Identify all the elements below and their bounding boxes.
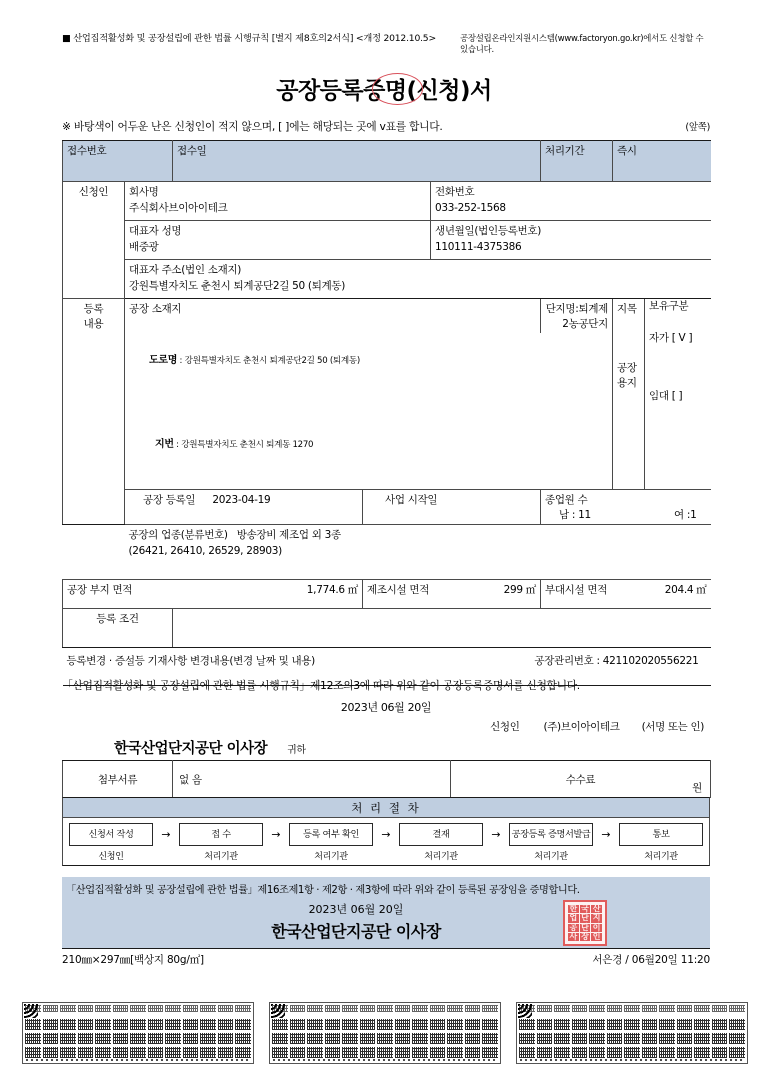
birth-number-value: 110111-4375386 <box>435 241 522 254</box>
official-seal-icon <box>563 900 607 946</box>
process-step-5-box[interactable]: 공장등록 증명서발급 <box>509 823 593 846</box>
process-step-4-actor: 처리기관 <box>424 852 458 862</box>
lot-address-label: 지번 <box>155 439 174 450</box>
employees-female: 여 :1 <box>674 509 697 521</box>
birth-number-label: 생년월일(법인등록번호) <box>435 225 542 237</box>
applicant-ceo-row <box>63 221 711 260</box>
registration-date-cell <box>125 490 363 525</box>
ownership-own: 자가 [ V ] <box>649 331 693 344</box>
ceo-address-value: 강원특별자치도 춘천시 퇴계공단2길 50 (퇴계동) <box>129 280 346 293</box>
page-side-marker: (앞쪽) <box>685 122 710 133</box>
road-address-label: 도로명 <box>149 355 178 366</box>
seal-glyph: 사 <box>569 931 578 941</box>
factory-location-label: 공장 소재지 <box>129 303 182 315</box>
online-system-notice: 공장설립온라인지원시스템(www.factoryon.go.kr)에서도 신청할 수 있습니다. <box>460 33 704 55</box>
legal-form-reference: ■ 산업집적활성화 및 공장설립에 관한 법률 시행규칙 [별지 제8호의2서식] <개정 2012.10.5> <box>62 33 436 44</box>
receipt-date-cell[interactable] <box>173 141 541 182</box>
page-footer <box>62 952 710 967</box>
site-area-cell <box>63 580 363 609</box>
registration-date-label: 공장 등록일 <box>143 494 196 506</box>
seal-glyph: 산 <box>592 904 601 914</box>
form-notice-text: ※ 바탕색이 어두운 난은 신청인이 적지 않으며, [ ]에는 해당되는 곳에 v표를 합니다. <box>62 120 443 133</box>
process-step-3-box[interactable]: 등록 여부 확인 <box>289 823 373 846</box>
process-step-2-actor: 처리기관 <box>204 852 238 862</box>
barcode-finder-icon <box>24 1004 38 1018</box>
seal-glyph: 인 <box>592 931 601 941</box>
manufacturing-area-value: 299 ㎡ <box>503 584 536 596</box>
seal-glyph: 단 <box>581 922 589 932</box>
statement-signature-note: (서명 또는 인) <box>641 721 704 733</box>
barcode-strip-group <box>22 1002 748 1064</box>
processing-period-label: 처리기간 <box>545 145 585 157</box>
process-step-1 <box>69 823 153 862</box>
registration-date-value: 2023-04-19 <box>212 494 271 506</box>
applicant-section-label: 신청인 <box>78 186 109 198</box>
process-step-2-box[interactable]: 접 수 <box>179 823 263 846</box>
employees-counts <box>545 507 707 522</box>
process-step-4 <box>399 823 483 862</box>
process-step-3-actor: 처리기관 <box>314 852 348 862</box>
seal-glyph: 공 <box>569 922 578 932</box>
process-arrow-4: → <box>491 828 501 841</box>
company-name-value: 주식회사브이아이테크 <box>129 202 228 215</box>
business-start-date-cell <box>363 490 541 525</box>
seal-glyph: 이 <box>592 922 601 932</box>
certification-block <box>62 877 710 949</box>
industry-line <box>129 527 707 542</box>
lot-address-cell <box>125 405 613 490</box>
ceo-address-label: 대표자 주소(법인 소재지) <box>129 264 242 276</box>
barcode-3 <box>516 1002 748 1064</box>
industry-cell <box>63 525 711 580</box>
auxiliary-area-cell <box>541 580 711 609</box>
factory-location-row <box>63 299 711 334</box>
fee-unit: 원 <box>692 782 702 794</box>
industry-value: 방송장비 제조업 외 3종 <box>236 529 341 541</box>
lot-address-value: 강원특별자치도 춘천시 퇴계동 1270 <box>181 440 314 450</box>
manufacturing-area-label: 제조시설 면적 <box>367 584 430 596</box>
barcode-1 <box>22 1002 254 1064</box>
receipt-row <box>63 141 711 182</box>
company-name-cell <box>125 182 431 221</box>
land-category-value: 공장용지 <box>617 362 637 389</box>
ceo-name-label: 대표자 성명 <box>129 225 182 237</box>
employees-male: 남 : 11 <box>559 509 591 521</box>
employees-cell <box>541 490 711 525</box>
ceo-name-cell <box>125 221 431 260</box>
manufacturing-area-cell <box>363 580 541 609</box>
issuance-stamp: 서은경 / 06월20일 11:20 <box>592 954 710 966</box>
ownership-header: 보유구분 <box>649 300 689 312</box>
statement-recipient: 한국산업단지공단 이사장 <box>114 741 268 757</box>
statement-recipient-line <box>62 737 710 758</box>
areas-row <box>63 580 711 609</box>
statement-date: 2023년 06월 20일 <box>340 701 432 714</box>
page-title <box>276 72 492 105</box>
company-name-label: 회사명 <box>129 186 159 198</box>
process-arrow-1: → <box>161 828 171 841</box>
applicant-section-label-cell <box>63 182 125 299</box>
application-statement <box>62 678 710 758</box>
auxiliary-area-value: 204.4 ㎡ <box>664 584 707 596</box>
registration-section-label-line1: 등록 <box>83 303 104 315</box>
phone-cell <box>431 182 711 221</box>
process-step-6-box[interactable]: 통보 <box>619 823 703 846</box>
registration-condition-label-cell <box>63 609 173 648</box>
process-band-title: 처 리 절 차 <box>62 797 710 818</box>
receipt-date-label: 접수일 <box>177 145 207 157</box>
registration-table <box>62 140 711 686</box>
process-arrow-5: → <box>601 828 611 841</box>
seal-glyph: 업 <box>569 913 578 923</box>
statement-legal-line: 「산업집적활성화 및 공장설립에 관한 법률 시행규칙」제12조의3에 따라 위와 같이 공장등록증명서를 신청합니다. <box>62 679 580 692</box>
page-title-text: 공장등록증명(신청)서 <box>276 78 492 104</box>
barcode-finder-icon <box>271 1004 285 1018</box>
road-address-cell <box>125 333 613 405</box>
phone-value: 033-252-1568 <box>435 202 506 215</box>
process-step-5-actor: 처리기관 <box>534 852 568 862</box>
process-arrow-3: → <box>381 828 391 841</box>
seal-glyph: 장 <box>581 931 589 941</box>
seal-glyph: 국 <box>581 904 589 914</box>
seal-glyph: 한 <box>569 904 578 914</box>
processing-period-label-cell <box>541 141 613 182</box>
paper-specification: 210㎜×297㎜[백상지 80g/㎡] <box>62 954 204 966</box>
road-address-value: 강원특별자치도 춘천시 퇴계공단2길 50 (퇴계동) <box>184 356 360 366</box>
process-flow <box>62 818 710 866</box>
registration-section-label-line2: 내용 <box>83 318 104 330</box>
industry-codes: (26421, 26410, 26529, 28903) <box>128 545 282 557</box>
registration-condition-row <box>63 609 711 648</box>
process-step-3 <box>289 823 373 862</box>
receipt-number-label: 접수번호 <box>67 145 107 157</box>
ceo-address-cell <box>125 260 711 299</box>
ceo-name-value: 배중광 <box>129 241 159 254</box>
land-category-header: 지목 <box>617 303 637 315</box>
auxiliary-area-label: 부대시설 면적 <box>545 584 608 596</box>
statement-applicant-label: 신청인 <box>490 721 520 733</box>
registration-section-label-cell <box>63 299 125 525</box>
road-address-separator: : <box>179 356 185 366</box>
registration-condition-value-cell[interactable] <box>173 609 711 648</box>
process-step-6 <box>619 823 703 862</box>
business-start-date-label: 사업 시작일 <box>385 494 438 506</box>
attachment-value: 없 음 <box>179 773 202 786</box>
employees-label: 종업원 수 <box>545 494 588 506</box>
processing-period-value-cell <box>613 141 711 182</box>
form-notice <box>62 119 710 134</box>
process-arrow-2: → <box>271 828 281 841</box>
statement-honorific: 귀하 <box>287 745 306 756</box>
industrial-complex-name: 단지명:퇴계제2농공단지 <box>545 303 608 330</box>
ownership-cell <box>645 299 711 490</box>
processing-period-value: 즉시 <box>617 145 637 157</box>
receipt-number-cell[interactable] <box>63 141 173 182</box>
applicant-address-row <box>63 260 711 299</box>
statement-applicant-line <box>62 719 710 734</box>
registration-condition-label: 등록 조건 <box>96 613 139 625</box>
attachment-row <box>63 761 711 798</box>
top-header <box>62 33 710 56</box>
process-step-4-box[interactable]: 결재 <box>399 823 483 846</box>
seal-glyph: 지 <box>592 913 601 923</box>
certification-legal-line: 「산업집적활성화 및 공장설립에 관한 법률」제16조제1항 · 제2항 · 제3항에 따라 위와 같이 등록된 공장임을 증명합니다. <box>66 885 580 896</box>
barcode-finder-icon <box>518 1004 532 1018</box>
seal-glyph: 단 <box>581 913 589 923</box>
certification-date: 2023년 06월 20일 <box>308 903 404 916</box>
process-step-2 <box>179 823 263 862</box>
process-step-6-actor: 처리기관 <box>644 852 678 862</box>
lot-address-separator: : <box>176 440 182 450</box>
ownership-rent: 임대 [ ] <box>649 390 683 402</box>
site-area-label: 공장 부지 면적 <box>67 584 133 596</box>
attachment-fee-table <box>62 760 711 798</box>
site-area-value: 1,774.6 ㎡ <box>306 584 358 596</box>
attachment-value-cell <box>173 761 451 798</box>
fee-cell <box>451 761 711 798</box>
process-step-1-actor: 신청인 <box>98 852 124 862</box>
process-step-5 <box>509 823 593 862</box>
certification-issuer: 한국산업단지공단 이사장 <box>271 922 441 941</box>
dates-employees-row <box>63 490 711 525</box>
statement-applicant-name: (주)브이아이테크 <box>543 721 620 733</box>
official-seal-glyph-grid <box>568 905 602 941</box>
fee-label: 수수료 <box>565 773 596 786</box>
land-category-cell <box>613 299 645 490</box>
industry-row <box>63 525 711 580</box>
industrial-complex-name-cell <box>541 299 613 334</box>
attachment-label: 첨부서류 <box>97 773 138 786</box>
page-title-wrap <box>0 72 768 105</box>
industry-label: 공장의 업종(분류번호) <box>128 529 228 541</box>
phone-label: 전화번호 <box>435 186 475 198</box>
applicant-company-row <box>63 182 711 221</box>
factory-location-label-cell <box>125 299 541 334</box>
attachment-label-cell <box>63 761 173 798</box>
process-step-1-box[interactable]: 신청서 작성 <box>69 823 153 846</box>
barcode-2 <box>269 1002 501 1064</box>
birth-number-cell <box>431 221 711 260</box>
change-info-label: 등록변경 · 증설등 기재사항 변경내용(변경 날짜 및 내용) <box>66 655 315 667</box>
factory-management-number: 공장관리번호 : 421102020556221 <box>534 655 699 667</box>
